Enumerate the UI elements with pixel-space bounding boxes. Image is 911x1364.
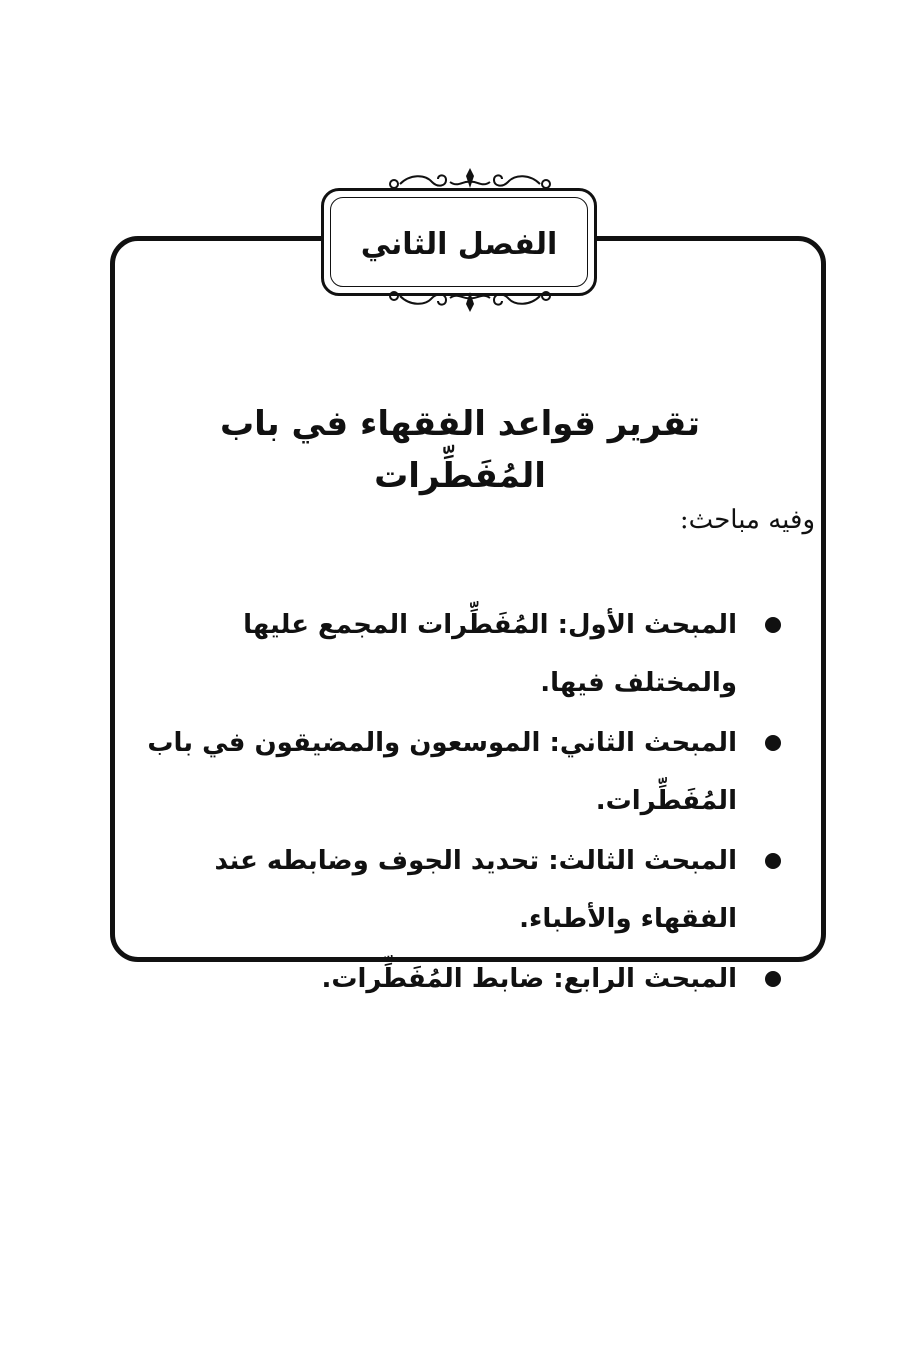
topics-list bbox=[130, 596, 781, 1010]
ornament-bottom-icon bbox=[380, 284, 560, 314]
list-item bbox=[130, 714, 781, 830]
topic-text: الموسعون والمضيقون في باب المُفَطِّرات. bbox=[147, 728, 737, 816]
section-title: تقرير قواعد الفقهاء في باب المُفَطِّرات bbox=[219, 404, 701, 496]
bullet-icon bbox=[765, 971, 781, 987]
bullet-icon bbox=[765, 735, 781, 751]
topic-label: المبحث الأول: bbox=[557, 610, 737, 640]
bullet-icon bbox=[765, 617, 781, 633]
list-item bbox=[130, 832, 781, 948]
topic-text: تحديد الجوف وضابطه عند الفقهاء والأطباء. bbox=[214, 846, 737, 934]
topic-label: المبحث الرابع: bbox=[553, 964, 737, 994]
intro-text: وفيه مباحث: bbox=[679, 505, 815, 535]
chapter-title-box bbox=[321, 188, 597, 296]
list-item bbox=[130, 596, 781, 712]
topic-label: المبحث الثالث: bbox=[548, 846, 737, 876]
topic-label: المبحث الثاني: bbox=[549, 728, 737, 758]
topic-text: ضابط المُفَطِّرات. bbox=[321, 964, 545, 994]
bullet-icon bbox=[765, 853, 781, 869]
list-item bbox=[130, 950, 781, 1008]
chapter-title: الفصل الثاني bbox=[360, 227, 558, 262]
topic-text: المُفَطِّرات المجمع عليها والمختلف فيها. bbox=[243, 610, 737, 698]
